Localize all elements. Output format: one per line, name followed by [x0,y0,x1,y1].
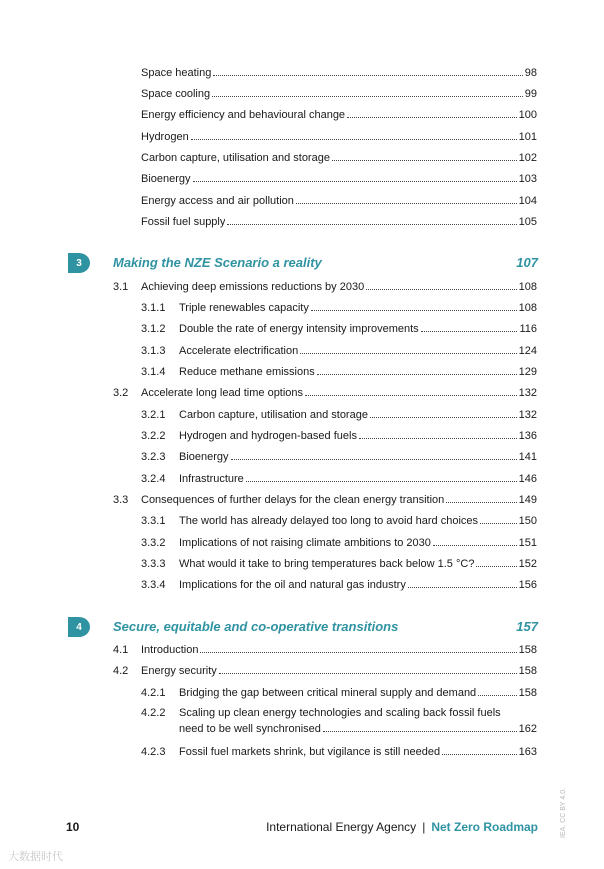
toc-subsection[interactable] [141,344,537,358]
section-page: 158 [518,665,537,677]
toc-entry[interactable] [141,87,537,101]
leader-dots [359,438,517,439]
subsection-number: 3.1.2 [141,323,166,335]
toc-entry[interactable] [141,215,537,229]
section-title: Introduction [141,644,199,656]
subsection-number: 3.1.1 [141,302,166,314]
subsection-title: Infrastructure [179,473,244,485]
subsection-title: Bioenergy [179,451,229,463]
subsection-title-line2: need to be well synchronised [179,723,321,735]
toc-entry-title: Bioenergy [141,173,191,185]
leader-dots [476,566,516,567]
toc-subsection[interactable] [141,578,537,592]
subsection-number: 3.2.2 [141,430,166,442]
leader-dots [478,695,516,696]
subsection-page: 136 [518,430,537,442]
subsection-number: 3.2.4 [141,473,166,485]
leader-dots [231,459,517,460]
leader-dots [480,523,517,524]
leader-dots [300,353,516,354]
chapter-number-badge: 4 [68,617,90,637]
chapter-heading[interactable] [0,617,604,637]
leader-dots [332,160,517,161]
running-footer [266,820,538,834]
chapter-number-badge: 3 [68,253,90,273]
toc-entry[interactable] [141,66,537,80]
leader-dots [219,673,517,674]
footer-separator: | [422,820,426,834]
subsection-page: 158 [518,687,537,699]
leader-dots [200,652,516,653]
subsection-title: Hydrogen and hydrogen-based fuels [179,430,357,442]
page-number: 10 [66,820,80,834]
toc-entry-page: 101 [518,131,537,143]
subsection-number: 3.1.3 [141,345,166,357]
section-title: Accelerate long lead time options [141,387,304,399]
subsection-page: 156 [518,579,537,591]
section-page: 149 [518,494,537,506]
subsection-page: 129 [518,366,537,378]
leader-dots [323,731,517,732]
toc-entry[interactable] [141,172,537,186]
subsection-number: 3.2.3 [141,451,166,463]
watermark: 大数据时代 [8,851,63,863]
leader-dots [305,395,517,396]
toc-subsection[interactable] [141,450,537,464]
chapter-title: Secure, equitable and co-operative transitions [113,619,399,634]
toc-entry-page: 104 [518,195,537,207]
leader-dots [296,203,517,204]
toc-subsection[interactable] [141,514,537,528]
toc-entry-page: 99 [524,88,537,100]
toc-entry-page: 102 [518,152,537,164]
chapter-heading[interactable] [0,253,604,273]
subsection-page: 116 [519,323,537,335]
toc-entry[interactable] [141,194,537,208]
chapter-page: 157 [516,619,538,634]
toc-subsection[interactable] [141,408,537,422]
chapter-page: 107 [516,255,538,270]
toc-entry-page: 98 [524,67,537,79]
subsection-number: 3.3.3 [141,558,166,570]
leader-dots [213,75,522,76]
leader-dots [311,310,517,311]
subsection-page: 162 [518,723,537,735]
leader-dots [433,545,517,546]
section-number: 4.1 [113,644,129,656]
leader-dots [212,96,523,97]
toc-subsection[interactable] [141,472,537,486]
subsection-title: Triple renewables capacity [179,302,309,314]
subsection-page: 163 [518,746,537,758]
subsection-title: Accelerate electrification [179,345,299,357]
subsection-number: 3.3.4 [141,579,166,591]
subsection-title: Implications for the oil and natural gas industry [179,579,406,591]
subsection-title: Carbon capture, utilisation and storage [179,409,368,421]
section-title: Energy security [141,665,217,677]
leader-dots [347,117,517,118]
leader-dots [191,139,517,140]
chapter-title: Making the NZE Scenario a reality [113,255,322,270]
toc-subsection[interactable] [141,557,537,571]
subsection-number: 3.1.4 [141,366,166,378]
subsection-title: Fossil fuel markets shrink, but vigilance is still needed [179,746,441,758]
subsection-page: 150 [518,515,537,527]
leader-dots [317,374,517,375]
toc-entry-title: Space heating [141,67,212,79]
leader-dots [370,417,517,418]
leader-dots [442,754,517,755]
subsection-number: 4.2.1 [141,687,166,699]
subsection-page: 151 [518,537,537,549]
section-page: 158 [518,644,537,656]
toc-subsection[interactable] [141,686,537,700]
subsection-number: 3.3.1 [141,515,166,527]
section-number: 3.2 [113,387,129,399]
subsection-title-line1: Scaling up clean energy technologies and scaling back fossil fuels [179,707,501,719]
section-number: 3.1 [113,281,129,293]
subsection-page: 146 [518,473,537,485]
section-page: 108 [518,281,537,293]
toc-subsection[interactable] [141,429,537,443]
toc-section[interactable] [113,386,537,400]
leader-dots [227,224,516,225]
leader-dots [246,481,517,482]
subsection-number: 3.2.1 [141,409,166,421]
subsection-page: 124 [518,345,537,357]
subsection-title: Bridging the gap between critical mineral supply and demand [179,687,477,699]
toc-section[interactable] [113,280,537,294]
toc-entry-page: 105 [518,216,537,228]
leader-dots [408,587,517,588]
toc-subsection[interactable] [141,536,537,550]
toc-entry-title: Carbon capture, utilisation and storage [141,152,330,164]
leader-dots [446,502,516,503]
toc-entry-title: Hydrogen [141,131,189,143]
toc-subsection[interactable] [141,322,537,336]
subsection-title: The world has already delayed too long to avoid hard choices [179,515,479,527]
toc-entry[interactable] [141,130,537,144]
subsection-page: 108 [518,302,537,314]
subsection-title: What would it take to bring temperatures back below 1.5 °C? [179,558,475,570]
subsection-number: 3.3.2 [141,537,166,549]
subsection-page: 152 [518,558,537,570]
toc-entry[interactable] [141,151,537,165]
subsection-page: 132 [518,409,537,421]
toc-entry-title: Energy access and air pollution [141,195,294,207]
subsection-title: Double the rate of energy intensity improvements [179,323,419,335]
subsection-number: 4.2.2 [141,707,166,719]
toc-subsection-multiline[interactable] [141,705,537,736]
toc-subsection[interactable] [141,745,537,759]
license-text: IEA. CC BY 4.0. [560,787,567,838]
subsection-title: Reduce methane emissions [179,366,315,378]
subsection-number: 4.2.3 [141,746,166,758]
toc-subsection[interactable] [141,301,537,315]
toc-entry-title: Fossil fuel supply [141,216,226,228]
report-title: Net Zero Roadmap [431,820,538,834]
toc-section[interactable] [113,493,537,507]
toc-entry[interactable] [141,108,537,122]
leader-dots [421,331,518,332]
toc-entry-page: 100 [518,109,537,121]
section-title: Achieving deep emissions reductions by 2030 [141,281,365,293]
section-title: Consequences of further delays for the clean energy transition [141,494,445,506]
toc-section[interactable] [113,664,537,678]
toc-entry-title: Energy efficiency and behavioural change [141,109,346,121]
toc-entry-title: Space cooling [141,88,211,100]
toc-subsection[interactable] [141,365,537,379]
section-number: 4.2 [113,665,129,677]
subsection-title: Implications of not raising climate ambitions to 2030 [179,537,431,549]
organization-name: International Energy Agency [266,820,417,834]
section-number: 3.3 [113,494,129,506]
leader-dots [366,289,516,290]
toc-section[interactable] [113,643,537,657]
subsection-page: 141 [518,451,537,463]
leader-dots [193,181,517,182]
toc-entry-page: 103 [518,173,537,185]
section-page: 132 [518,387,537,399]
